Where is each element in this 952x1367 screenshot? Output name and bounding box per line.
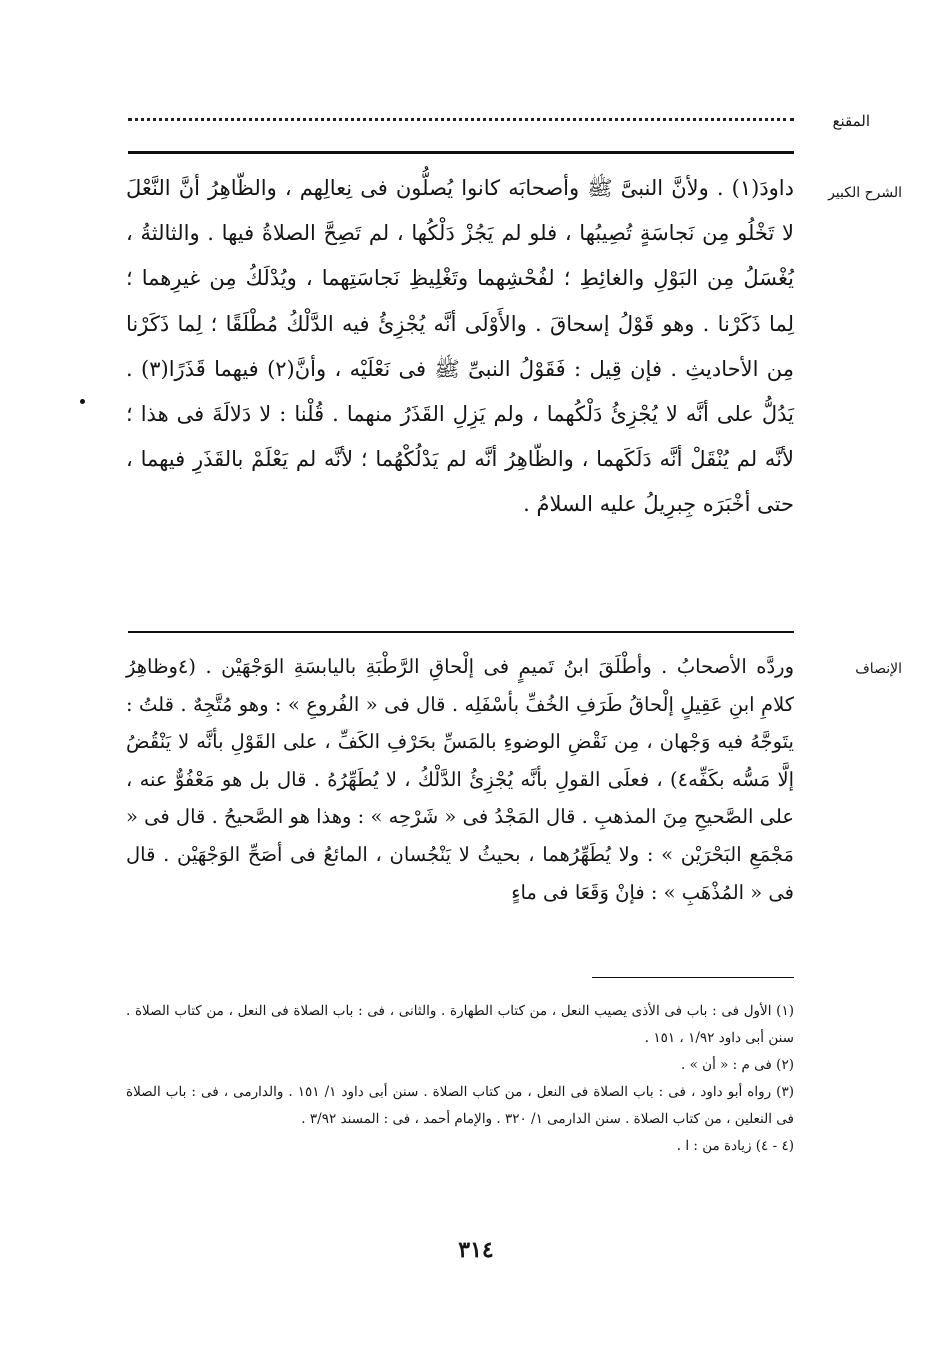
sharh-body-text: داودَ(١) . ولأنَّ النبىَّ ﷺ وأصحابَه كانوا يُصلُّون فى نِعالِهم ، والظّاهِرُ أنَّ النَّعْلَ لا تَخْلُو مِن نَجاسَةٍ تُصِيبُها ، فلو لم يَجُزْ دَلْكُها ، لم تَصِحَّ الصلاةُ فيها . والثالثةُ ، يُغْسَلُ مِن البَوْلِ والغائِطِ ؛ لفُحْشِهما وتَغْلِيظِ نَجاسَتِهما ، ويُدْلَكُ مِن غيرِهما ؛ لِما ذَكَرْنا . وهو قَوْلُ إسحاقَ . والأَوْلَى أنَّه يُجْزِئُ فيه الدَّلْكُ مُطْلَقًا ؛ لِما ذَكَرْنا مِن الأحاديثِ . فإن قِيل : فَقَوْلُ النبىِّ ﷺ فى نَعْلَيْه ، وأنَّ(٢) فيهما قَذَرًا(٣) . يَدُلُّ على أنَّه لا يُجْزِئُ دَلْكُهما ، ولم يَزِلِ القَذَرُ منهما . قُلْنا : لا دَلالَةَ فى هذا ؛ لأنَّه لم يُنْقَلْ أنَّه دَلَكَهما ، والظّاهِرُ أنَّه لم يَدْلُكْهُما ؛ لأنَّه لم يَعْلَمْ بالقَذَرِ فيهما ، حتى أخْبَرَه جِبرِيلُ عليه السلامُ . <box>126 176 794 517</box>
footnote-2: (٢) فى م : « أن » . <box>681 1057 794 1073</box>
footnote-4: (٤ - ٤) زيادة من : ا . <box>676 1138 794 1154</box>
footnote-1: (١) الأول فى : باب فى الأذى يصيب النعل ، من كتاب الطهارة . والثانى ، فى : باب الصلاة فى النعل ، من كتاب الصلاة . سنن أبى داود ١/٩٢ ، ١٥١ . <box>126 1003 794 1046</box>
margin-dot <box>80 399 85 404</box>
footnotes <box>126 998 794 1160</box>
footnote-3: (٣) رواه أبو داود ، فى : باب الصلاة فى النعل ، من كتاب الصلاة . سنن أبى داود ١/ ١٥١ . والدارمى ، فى : باب الصلاة فى النعلين ، من كتاب الصلاة . سنن الدارمى ١/ ٣٢٠ . والإمام أحمد ، فى : المسند ٣/٩٢ . <box>126 1084 794 1127</box>
header-dotted-line <box>128 118 794 121</box>
running-header-title: المقنع <box>832 112 870 130</box>
sharh-section-label: الشرح الكبير <box>828 185 902 201</box>
footnote-rule <box>592 977 794 978</box>
section-divider-rule <box>128 631 794 633</box>
page-number: ٣١٤ <box>458 1237 494 1263</box>
insaf-body-text: وردَّه الأصحابُ . وأطْلَقَ ابنُ تَميمٍ فى إلْحاقِ الرَّطْبَةِ باليابسَةِ الوَجْهَيْن . (٤وظاهِرُ كلامِ ابنِ عَقِيلٍ إلْحاقُ طَرَفِ الخُفِّ بأسْفَلِه . قال فى « الفُروعِ » : وهو مُتَّجِهٌ . قلتُ : يتَوجَّهُ فيه وَجْهان ، مِن نَقْضِ الوضوءِ بالمَسِّ بحَرْفِ الكَفِّ ، على القَوْلِ بأنَّه لا يَنْقُضُ إلَّا مَسُّه بكَفِّه٤) ، فعلَى القولِ بأنَّه يُجْزِئُ الدَّلْكُ ، لا يُطَهِّرُهُ . قال بل هو مَعْفُوٌّ عنه ، على الصَّحيحِ مِنَ المذهبِ . قال المَجْدُ فى « شَرْحِه » : وهذا هو الصَّحيحُ . قال فى « مَجْمَعِ البَحْرَيْن » : ولا يُطَهِّرُهما ، بحيثُ لا يَنْجُسان ، المائعُ فى أصَحِّ الوَجْهَيْن . قال فى « المُذْهَبِ » : فإنْ وَقَعَا فى ماءٍ <box>126 655 795 904</box>
header-rule <box>128 151 794 154</box>
insaf-section-label: الإنصاف <box>855 661 902 677</box>
